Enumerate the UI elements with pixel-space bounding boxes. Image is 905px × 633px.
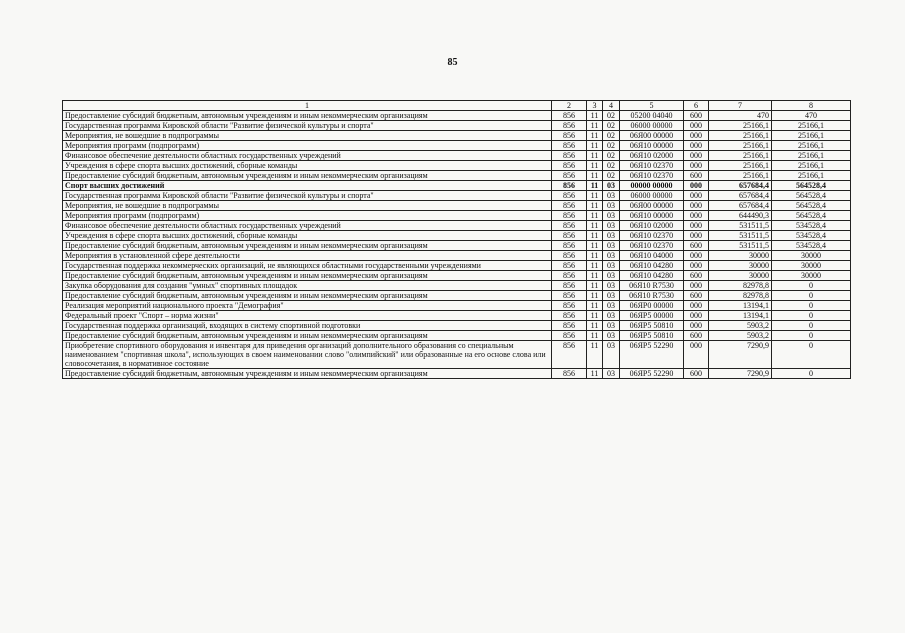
amount-year-2: 0 [772, 301, 851, 311]
section-code: 11 [587, 171, 603, 181]
target-article: 06000 00000 [620, 191, 684, 201]
table-row [63, 211, 851, 221]
ministry-code: 856 [552, 201, 587, 211]
ministry-code: 856 [552, 271, 587, 281]
target-article: 06Я10 02000 [620, 151, 684, 161]
table-row [63, 241, 851, 251]
target-article: 00000 00000 [620, 181, 684, 191]
table-row [63, 171, 851, 181]
amount-year-2: 30000 [772, 261, 851, 271]
ministry-code: 856 [552, 311, 587, 321]
item-name: Спорт высших достижений [63, 181, 552, 191]
expense-type: 600 [684, 291, 709, 301]
ministry-code: 856 [552, 231, 587, 241]
amount-year-2: 564528,4 [772, 211, 851, 221]
expense-type: 000 [684, 191, 709, 201]
amount-year-1: 531511,5 [709, 241, 772, 251]
ministry-code: 856 [552, 281, 587, 291]
ministry-code: 856 [552, 111, 587, 121]
target-article: 06ЯР0 00000 [620, 301, 684, 311]
amount-year-1: 5903,2 [709, 321, 772, 331]
amount-year-1: 25166,1 [709, 161, 772, 171]
table-row [63, 201, 851, 211]
amount-year-1: 531511,5 [709, 221, 772, 231]
expense-type: 000 [684, 211, 709, 221]
section-code: 11 [587, 241, 603, 251]
item-name: Мероприятия, не вошедшие в подпрограммы [63, 131, 552, 141]
target-article: 06Я10 00000 [620, 211, 684, 221]
ministry-code: 856 [552, 181, 587, 191]
expense-type: 600 [684, 331, 709, 341]
ministry-code: 856 [552, 171, 587, 181]
amount-year-2: 564528,4 [772, 181, 851, 191]
subsection-code: 02 [603, 141, 620, 151]
item-name: Предоставление субсидий бюджетным, автономным учреждениям и иным некоммерческим организациям [63, 271, 552, 281]
subsection-code: 03 [603, 341, 620, 369]
section-code: 11 [587, 131, 603, 141]
expense-type: 600 [684, 241, 709, 251]
amount-year-1: 30000 [709, 251, 772, 261]
table-row [63, 131, 851, 141]
item-name: Предоставление субсидий бюджетным, автономным учреждениям и иным некоммерческим организациям [63, 171, 552, 181]
col-header-4: 4 [603, 101, 620, 111]
amount-year-2: 534528,4 [772, 241, 851, 251]
section-code: 11 [587, 111, 603, 121]
expense-type: 600 [684, 271, 709, 281]
section-code: 11 [587, 341, 603, 369]
subsection-code: 03 [603, 369, 620, 379]
ministry-code: 856 [552, 341, 587, 369]
amount-year-1: 30000 [709, 271, 772, 281]
item-name: Финансовое обеспечение деятельности областных государственных учреждений [63, 221, 552, 231]
table-row [63, 221, 851, 231]
table-row [63, 251, 851, 261]
amount-year-1: 7290,9 [709, 341, 772, 369]
subsection-code: 02 [603, 171, 620, 181]
section-code: 11 [587, 261, 603, 271]
amount-year-2: 534528,4 [772, 231, 851, 241]
subsection-code: 03 [603, 181, 620, 191]
subsection-code: 03 [603, 291, 620, 301]
amount-year-1: 13194,1 [709, 311, 772, 321]
section-code: 11 [587, 141, 603, 151]
ministry-code: 856 [552, 211, 587, 221]
target-article: 06Я10 R7530 [620, 291, 684, 301]
section-code: 11 [587, 271, 603, 281]
expense-type: 600 [684, 369, 709, 379]
amount-year-2: 0 [772, 281, 851, 291]
expense-type: 600 [684, 171, 709, 181]
amount-year-2: 564528,4 [772, 201, 851, 211]
amount-year-1: 82978,8 [709, 291, 772, 301]
item-name: Предоставление субсидий бюджетным, автономным учреждениям и иным некоммерческим организациям [63, 369, 552, 379]
section-code: 11 [587, 331, 603, 341]
amount-year-2: 25166,1 [772, 171, 851, 181]
item-name: Приобретение спортивного оборудования и инвентаря для приведения организаций дополнительного образования со специальным наименованием "спортивная школа", использующих в своем наименовании слово "олимпийский" или образованные на его основе слова или словосочетания, в нормативное состояние [63, 341, 552, 369]
amount-year-1: 657684,4 [709, 181, 772, 191]
table-row [63, 151, 851, 161]
expense-type: 000 [684, 251, 709, 261]
target-article: 06Я10 00000 [620, 141, 684, 151]
item-name: Учреждения в сфере спорта высших достижений, сборные команды [63, 231, 552, 241]
item-name: Мероприятия в установленной сфере деятельности [63, 251, 552, 261]
ministry-code: 856 [552, 321, 587, 331]
subsection-code: 03 [603, 221, 620, 231]
target-article: 06Я00 00000 [620, 131, 684, 141]
amount-year-2: 0 [772, 331, 851, 341]
target-article: 06000 00000 [620, 121, 684, 131]
item-name: Предоставление субсидий бюджетным, автономным учреждениям и иным некоммерческим организациям [63, 111, 552, 121]
col-header-3: 3 [587, 101, 603, 111]
section-code: 11 [587, 311, 603, 321]
table-row [63, 141, 851, 151]
subsection-code: 03 [603, 331, 620, 341]
expense-type: 600 [684, 111, 709, 121]
amount-year-2: 30000 [772, 251, 851, 261]
item-name: Реализация мероприятий национального проекта "Демография" [63, 301, 552, 311]
table-row [63, 191, 851, 201]
item-name: Предоставление субсидий бюджетным, автономным учреждениям и иным некоммерческим организациям [63, 291, 552, 301]
subsection-code: 03 [603, 191, 620, 201]
expense-type: 000 [684, 301, 709, 311]
subsection-code: 03 [603, 251, 620, 261]
ministry-code: 856 [552, 241, 587, 251]
table-row [63, 311, 851, 321]
target-article: 06Я10 02370 [620, 161, 684, 171]
item-name: Мероприятия программ (подпрограмм) [63, 211, 552, 221]
ministry-code: 856 [552, 131, 587, 141]
amount-year-1: 25166,1 [709, 141, 772, 151]
ministry-code: 856 [552, 331, 587, 341]
table-row [63, 331, 851, 341]
subsection-code: 03 [603, 271, 620, 281]
amount-year-2: 470 [772, 111, 851, 121]
amount-year-1: 13194,1 [709, 301, 772, 311]
section-code: 11 [587, 151, 603, 161]
item-name: Закупка оборудования для создания "умных" спортивных площадок [63, 281, 552, 291]
section-code: 11 [587, 161, 603, 171]
expense-type: 000 [684, 131, 709, 141]
item-name: Финансовое обеспечение деятельности областных государственных учреждений [63, 151, 552, 161]
section-code: 11 [587, 321, 603, 331]
amount-year-2: 0 [772, 369, 851, 379]
table-row [63, 341, 851, 369]
amount-year-1: 25166,1 [709, 171, 772, 181]
section-code: 11 [587, 181, 603, 191]
table-row [63, 369, 851, 379]
subsection-code: 03 [603, 231, 620, 241]
table-row [63, 231, 851, 241]
section-code: 11 [587, 121, 603, 131]
budget-table [62, 100, 851, 379]
subsection-code: 03 [603, 311, 620, 321]
ministry-code: 856 [552, 141, 587, 151]
ministry-code: 856 [552, 251, 587, 261]
target-article: 06Я10 02370 [620, 171, 684, 181]
amount-year-2: 25166,1 [772, 141, 851, 151]
target-article: 06ЯР5 52290 [620, 369, 684, 379]
amount-year-2: 25166,1 [772, 161, 851, 171]
col-header-1: 1 [63, 101, 552, 111]
item-name: Предоставление субсидий бюджетным, автономным учреждениям и иным некоммерческим организациям [63, 331, 552, 341]
table-body [63, 111, 851, 379]
section-code: 11 [587, 201, 603, 211]
item-name: Федеральный проект "Спорт – норма жизни" [63, 311, 552, 321]
amount-year-2: 0 [772, 311, 851, 321]
amount-year-2: 30000 [772, 271, 851, 281]
target-article: 06Я10 04000 [620, 251, 684, 261]
table-row [63, 291, 851, 301]
expense-type: 000 [684, 261, 709, 271]
expense-type: 000 [684, 201, 709, 211]
ministry-code: 856 [552, 291, 587, 301]
target-article: 06Я10 04280 [620, 271, 684, 281]
section-code: 11 [587, 369, 603, 379]
subsection-code: 03 [603, 211, 620, 221]
target-article: 06ЯР5 50810 [620, 321, 684, 331]
item-name: Предоставление субсидий бюджетным, автономным учреждениям и иным некоммерческим организациям [63, 241, 552, 251]
amount-year-1: 25166,1 [709, 131, 772, 141]
ministry-code: 856 [552, 369, 587, 379]
header-row [63, 101, 851, 111]
section-code: 11 [587, 211, 603, 221]
section-code: 11 [587, 231, 603, 241]
subsection-code: 02 [603, 121, 620, 131]
target-article: 06Я10 R7530 [620, 281, 684, 291]
table-row [63, 301, 851, 311]
item-name: Государственная программа Кировской области "Развитие физической культуры и спорта" [63, 121, 552, 131]
item-name: Государственная программа Кировской области "Развитие физической культуры и спорта" [63, 191, 552, 201]
section-code: 11 [587, 281, 603, 291]
amount-year-2: 0 [772, 291, 851, 301]
item-name: Государственная поддержка организаций, входящих в систему спортивной подготовки [63, 321, 552, 331]
table-row [63, 111, 851, 121]
expense-type: 000 [684, 141, 709, 151]
expense-type: 000 [684, 221, 709, 231]
subsection-code: 02 [603, 161, 620, 171]
col-header-7: 7 [709, 101, 772, 111]
target-article: 06Я10 02370 [620, 241, 684, 251]
item-name: Мероприятия, не вошедшие в подпрограммы [63, 201, 552, 211]
section-code: 11 [587, 221, 603, 231]
ministry-code: 856 [552, 121, 587, 131]
expense-type: 000 [684, 311, 709, 321]
target-article: 05200 04040 [620, 111, 684, 121]
amount-year-1: 25166,1 [709, 151, 772, 161]
target-article: 06Я10 04280 [620, 261, 684, 271]
expense-type: 000 [684, 161, 709, 171]
ministry-code: 856 [552, 151, 587, 161]
section-code: 11 [587, 291, 603, 301]
section-code: 11 [587, 251, 603, 261]
expense-type: 000 [684, 231, 709, 241]
table-row [63, 161, 851, 171]
subsection-code: 03 [603, 301, 620, 311]
amount-year-1: 531511,5 [709, 231, 772, 241]
amount-year-2: 25166,1 [772, 151, 851, 161]
subsection-code: 03 [603, 261, 620, 271]
col-header-5: 5 [620, 101, 684, 111]
amount-year-2: 534528,4 [772, 221, 851, 231]
amount-year-1: 644490,3 [709, 211, 772, 221]
subsection-code: 02 [603, 151, 620, 161]
amount-year-1: 82978,8 [709, 281, 772, 291]
page-number: 85 [447, 57, 458, 68]
col-header-2: 2 [552, 101, 587, 111]
target-article: 06ЯР5 52290 [620, 341, 684, 369]
section-code: 11 [587, 191, 603, 201]
subsection-code: 02 [603, 111, 620, 121]
amount-year-2: 564528,4 [772, 191, 851, 201]
expense-type: 000 [684, 121, 709, 131]
table-row [63, 121, 851, 131]
subsection-code: 03 [603, 201, 620, 211]
subsection-code: 03 [603, 241, 620, 251]
expense-type: 000 [684, 281, 709, 291]
amount-year-1: 470 [709, 111, 772, 121]
item-name: Мероприятия программ (подпрограмм) [63, 141, 552, 151]
table-row [63, 271, 851, 281]
amount-year-1: 657684,4 [709, 201, 772, 211]
ministry-code: 856 [552, 191, 587, 201]
expense-type: 000 [684, 341, 709, 369]
expense-type: 000 [684, 321, 709, 331]
ministry-code: 856 [552, 301, 587, 311]
col-header-6: 6 [684, 101, 709, 111]
target-article: 06Я10 02370 [620, 231, 684, 241]
amount-year-1: 25166,1 [709, 121, 772, 131]
ministry-code: 856 [552, 261, 587, 271]
amount-year-1: 30000 [709, 261, 772, 271]
amount-year-2: 25166,1 [772, 121, 851, 131]
col-header-8: 8 [772, 101, 851, 111]
subsection-code: 03 [603, 321, 620, 331]
target-article: 06Я00 00000 [620, 201, 684, 211]
table-row [63, 261, 851, 271]
item-name: Государственная поддержка некоммерческих организаций, не являющихся областными государственными учреждениями [63, 261, 552, 271]
subsection-code: 03 [603, 281, 620, 291]
target-article: 06Я10 02000 [620, 221, 684, 231]
subsection-code: 02 [603, 131, 620, 141]
table-row [63, 181, 851, 191]
expense-type: 000 [684, 181, 709, 191]
table-row [63, 321, 851, 331]
target-article: 06ЯР5 50810 [620, 331, 684, 341]
ministry-code: 856 [552, 161, 587, 171]
amount-year-1: 657684,4 [709, 191, 772, 201]
expense-type: 000 [684, 151, 709, 161]
amount-year-2: 0 [772, 321, 851, 331]
amount-year-1: 7290,9 [709, 369, 772, 379]
amount-year-2: 0 [772, 341, 851, 369]
ministry-code: 856 [552, 221, 587, 231]
section-code: 11 [587, 301, 603, 311]
amount-year-2: 25166,1 [772, 131, 851, 141]
table-row [63, 281, 851, 291]
amount-year-1: 5903,2 [709, 331, 772, 341]
item-name: Учреждения в сфере спорта высших достижений, сборные команды [63, 161, 552, 171]
target-article: 06ЯР5 00000 [620, 311, 684, 321]
